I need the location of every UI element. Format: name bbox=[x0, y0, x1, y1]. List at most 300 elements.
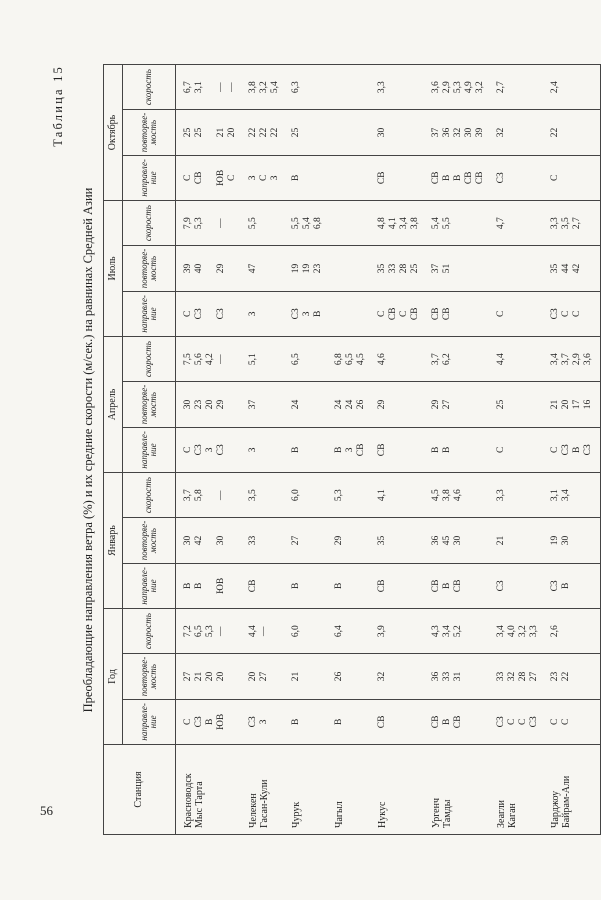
value-cell-frequency bbox=[284, 518, 327, 563]
value-line: СВ bbox=[377, 171, 387, 185]
station-name: Чурук bbox=[291, 801, 302, 828]
value-line: 3,3 bbox=[496, 489, 506, 502]
value-line: СВ bbox=[475, 171, 485, 185]
page-number: 56 bbox=[40, 803, 53, 818]
value-line: 5,5 bbox=[291, 217, 301, 230]
value-line: 45 bbox=[442, 535, 452, 546]
value-line: 36 bbox=[442, 127, 452, 138]
value-line: 3,7 bbox=[431, 353, 441, 366]
value-line: СЗ bbox=[496, 580, 506, 592]
value-cell-direction bbox=[327, 291, 370, 336]
value-line: СЗ bbox=[248, 716, 258, 728]
station-name: Нукус bbox=[377, 801, 388, 828]
value-cell-frequency bbox=[284, 382, 327, 427]
value-cell-frequency bbox=[327, 382, 370, 427]
value-line: 19 bbox=[291, 263, 301, 274]
value-cell-speed bbox=[176, 64, 242, 109]
value-cell-frequency bbox=[327, 110, 370, 155]
value-line: 6,0 bbox=[291, 489, 301, 502]
value-line: 19 bbox=[302, 263, 312, 274]
table-label-line bbox=[51, 65, 77, 835]
value-line: 3,8 bbox=[442, 489, 452, 502]
station-cell bbox=[241, 745, 284, 835]
value-line: З bbox=[270, 175, 280, 181]
value-cell-speed bbox=[424, 200, 489, 245]
station-cell bbox=[424, 745, 489, 835]
value-line: С bbox=[183, 310, 193, 317]
value-cell-speed bbox=[489, 64, 543, 109]
station-cell bbox=[370, 745, 424, 835]
value-cell-direction bbox=[284, 427, 327, 472]
value-line: С bbox=[550, 446, 560, 454]
value-line: 39 bbox=[183, 263, 193, 274]
value-line bbox=[205, 156, 216, 200]
value-line: В bbox=[431, 446, 441, 454]
value-cell-speed bbox=[241, 200, 284, 245]
value-cell-direction bbox=[543, 291, 601, 336]
table-row bbox=[424, 64, 489, 834]
value-line: 32 bbox=[507, 671, 517, 682]
value-line: 4,3 bbox=[431, 625, 441, 638]
value-line: З bbox=[248, 447, 258, 453]
value-line: 4,5 bbox=[356, 353, 366, 366]
value-line: 6,5 bbox=[291, 353, 301, 366]
value-cell-frequency bbox=[489, 654, 543, 699]
subcolumn-direction: направле-ние bbox=[123, 563, 176, 608]
value-line: З bbox=[205, 447, 215, 453]
table-caption: Преобладающие направления ветра (%) и их средние скорости (м/сек.) на равнинах Средней Азии bbox=[81, 187, 95, 713]
value-line bbox=[496, 246, 507, 290]
value-cell-speed bbox=[370, 64, 424, 109]
value-line: В bbox=[291, 582, 301, 590]
value-line: 16 bbox=[583, 399, 593, 410]
value-line: В bbox=[442, 446, 452, 454]
value-line bbox=[205, 110, 216, 154]
value-line: В bbox=[194, 582, 204, 590]
value-line: 4,1 bbox=[388, 217, 398, 230]
value-cell-direction bbox=[489, 155, 543, 200]
value-cell-frequency bbox=[370, 382, 424, 427]
value-cell-speed bbox=[241, 64, 284, 109]
value-line: 20 bbox=[248, 671, 258, 682]
value-line: 4,6 bbox=[453, 489, 463, 502]
value-line: 30 bbox=[216, 535, 226, 546]
value-line: 29 bbox=[216, 399, 226, 410]
value-line: 24 bbox=[291, 399, 301, 410]
value-cell-frequency bbox=[543, 382, 601, 427]
value-line: СВ bbox=[377, 443, 387, 457]
period-header: Июль bbox=[104, 200, 123, 336]
value-line: 5,3 bbox=[205, 625, 215, 638]
value-cell-frequency bbox=[424, 518, 489, 563]
value-line: 2,7 bbox=[496, 81, 506, 94]
value-line: 28 bbox=[399, 263, 409, 274]
value-cell-speed bbox=[241, 473, 284, 518]
value-line: 2,6 bbox=[550, 625, 560, 638]
value-line: 24 bbox=[345, 399, 355, 410]
value-line: 22 bbox=[259, 127, 269, 138]
value-line: С bbox=[496, 446, 506, 454]
value-line: 2,4 bbox=[550, 81, 560, 94]
value-cell-frequency bbox=[370, 654, 424, 699]
value-line: 21 bbox=[291, 671, 301, 682]
value-line: — bbox=[216, 354, 226, 364]
value-line: В bbox=[561, 582, 571, 590]
value-line: 3,5 bbox=[248, 489, 258, 502]
value-line: 4,5 bbox=[431, 489, 441, 502]
value-line bbox=[334, 201, 345, 245]
value-line: С bbox=[183, 446, 193, 454]
value-line: СВ bbox=[464, 171, 474, 185]
value-line: — bbox=[259, 626, 269, 636]
value-line: 19 bbox=[550, 535, 560, 546]
value-line: С bbox=[550, 718, 560, 726]
value-cell-speed bbox=[543, 200, 601, 245]
value-line: ЮВ bbox=[216, 577, 226, 594]
value-line: 33 bbox=[496, 671, 506, 682]
subcolumn-frequency: повторяе-мость bbox=[123, 518, 176, 563]
value-cell-speed bbox=[424, 336, 489, 381]
value-line: 22 bbox=[550, 127, 560, 138]
period-header: Год bbox=[104, 609, 123, 745]
value-line: 27 bbox=[291, 535, 301, 546]
table-row bbox=[284, 64, 327, 834]
value-line: 32 bbox=[453, 127, 463, 138]
table-row bbox=[176, 64, 242, 834]
value-line: СВ bbox=[377, 715, 387, 729]
value-line: З bbox=[259, 719, 269, 725]
station-header: Станция bbox=[104, 745, 176, 835]
value-line: — bbox=[216, 218, 226, 228]
value-cell-speed bbox=[489, 336, 543, 381]
value-line: 2,9 bbox=[442, 81, 452, 94]
value-line: 3,3 bbox=[529, 625, 539, 638]
value-line: 27 bbox=[529, 671, 539, 682]
value-cell-speed bbox=[327, 473, 370, 518]
value-line: 42 bbox=[194, 535, 204, 546]
value-line: 23 bbox=[313, 263, 323, 274]
value-line bbox=[205, 65, 216, 109]
value-cell-direction bbox=[176, 699, 242, 744]
value-cell-direction bbox=[370, 291, 424, 336]
value-cell-frequency bbox=[543, 246, 601, 291]
value-line: 3,3 bbox=[377, 81, 387, 94]
value-cell-direction bbox=[489, 291, 543, 336]
value-cell-direction bbox=[176, 291, 242, 336]
table-row bbox=[543, 64, 601, 834]
value-cell-direction bbox=[176, 427, 242, 472]
value-line: С bbox=[183, 718, 193, 726]
value-line: В bbox=[334, 718, 344, 726]
value-line: В bbox=[572, 446, 582, 454]
value-cell-frequency bbox=[424, 654, 489, 699]
value-line: 29 bbox=[216, 263, 226, 274]
value-cell-direction bbox=[241, 291, 284, 336]
value-line: СЗ bbox=[194, 308, 204, 320]
value-line bbox=[205, 564, 216, 608]
value-cell-speed bbox=[327, 64, 370, 109]
table-label: Таблица 15 bbox=[51, 65, 65, 147]
value-line: 32 bbox=[377, 671, 387, 682]
value-line bbox=[205, 201, 216, 245]
value-line: — bbox=[216, 490, 226, 500]
value-line: 28 bbox=[518, 671, 528, 682]
value-cell-speed bbox=[327, 336, 370, 381]
value-cell-direction bbox=[489, 699, 543, 744]
value-line: В bbox=[442, 718, 452, 726]
value-line: С bbox=[377, 310, 387, 317]
value-cell-speed bbox=[284, 336, 327, 381]
station-cell bbox=[543, 745, 601, 835]
value-cell-frequency bbox=[489, 110, 543, 155]
value-line: 5,5 bbox=[442, 217, 452, 230]
period-header: Октябрь bbox=[104, 64, 123, 200]
value-line: 44 bbox=[561, 263, 571, 274]
value-cell-speed bbox=[284, 64, 327, 109]
value-line: 5,4 bbox=[302, 217, 312, 230]
subcolumn-direction: направле-ние bbox=[123, 427, 176, 472]
value-line: С bbox=[518, 718, 528, 726]
value-line: В bbox=[334, 582, 344, 590]
rotated-table-block bbox=[51, 65, 593, 835]
value-cell-speed bbox=[424, 609, 489, 654]
value-line bbox=[205, 246, 216, 290]
value-cell-direction bbox=[176, 155, 242, 200]
value-cell-direction bbox=[489, 563, 543, 608]
value-cell-direction bbox=[327, 699, 370, 744]
value-line: З bbox=[248, 311, 258, 317]
value-line: СЗ bbox=[550, 580, 560, 592]
value-line: СВ bbox=[248, 579, 258, 593]
value-line: В bbox=[291, 446, 301, 454]
value-line: 29 bbox=[377, 399, 387, 410]
value-line: 20 bbox=[205, 671, 215, 682]
value-cell-direction bbox=[327, 427, 370, 472]
value-line: С bbox=[399, 310, 409, 317]
subcolumn-direction: направле-ние bbox=[123, 699, 176, 744]
value-cell-frequency bbox=[424, 110, 489, 155]
value-line: 3,8 bbox=[410, 217, 420, 230]
value-cell-frequency bbox=[327, 246, 370, 291]
subcolumn-speed: скорость bbox=[123, 336, 176, 381]
subcolumn-direction: направле-ние bbox=[123, 155, 176, 200]
subcolumn-speed: скорость bbox=[123, 473, 176, 518]
subcolumn-speed: скорость bbox=[123, 200, 176, 245]
value-line: С bbox=[183, 174, 193, 181]
value-line: 3,4 bbox=[561, 489, 571, 502]
value-cell-speed bbox=[370, 473, 424, 518]
value-line: СВ bbox=[410, 307, 420, 321]
value-line: 21 bbox=[216, 127, 226, 138]
value-line: В bbox=[183, 582, 193, 590]
value-line: 39 bbox=[475, 127, 485, 138]
value-cell-frequency bbox=[176, 382, 242, 427]
value-line: З bbox=[302, 311, 312, 317]
value-cell-frequency bbox=[424, 382, 489, 427]
value-cell-speed bbox=[284, 473, 327, 518]
value-line: СЗ bbox=[550, 308, 560, 320]
value-line: СВ bbox=[453, 579, 463, 593]
value-line: СВ bbox=[194, 171, 204, 185]
value-cell-direction bbox=[241, 427, 284, 472]
value-line: 35 bbox=[377, 535, 387, 546]
value-line: СЗ bbox=[216, 444, 226, 456]
value-line: 30 bbox=[453, 535, 463, 546]
subcolumn-frequency: повторяе-мость bbox=[123, 382, 176, 427]
value-line: В bbox=[291, 718, 301, 726]
value-cell-speed bbox=[543, 336, 601, 381]
value-line: 31 bbox=[453, 671, 463, 682]
value-cell-speed bbox=[284, 200, 327, 245]
value-line: 3,5 bbox=[561, 217, 571, 230]
station-name: Чарджоу bbox=[550, 790, 561, 828]
value-line: 30 bbox=[183, 535, 193, 546]
value-line: С bbox=[227, 174, 237, 181]
value-line: 25 bbox=[496, 399, 506, 410]
value-line: 7,2 bbox=[183, 625, 193, 638]
value-line: 5,1 bbox=[248, 353, 258, 366]
station-name: Ургенч bbox=[431, 798, 442, 828]
value-cell-direction bbox=[543, 155, 601, 200]
value-cell-frequency bbox=[489, 382, 543, 427]
value-line: СЗ bbox=[194, 716, 204, 728]
value-line: 4,4 bbox=[496, 353, 506, 366]
value-line: 3,1 bbox=[550, 489, 560, 502]
value-line: 22 bbox=[561, 671, 571, 682]
value-line: 29 bbox=[334, 535, 344, 546]
value-line: 4,7 bbox=[496, 217, 506, 230]
value-cell-direction bbox=[284, 563, 327, 608]
value-line: 6,5 bbox=[345, 353, 355, 366]
value-line: 3,1 bbox=[194, 81, 204, 94]
value-cell-frequency bbox=[241, 382, 284, 427]
value-cell-speed bbox=[176, 473, 242, 518]
value-line: 21 bbox=[550, 399, 560, 410]
value-cell-frequency bbox=[284, 654, 327, 699]
value-line: 22 bbox=[270, 127, 280, 138]
value-cell-direction bbox=[241, 699, 284, 744]
value-line: 25 bbox=[410, 263, 420, 274]
station-name: Челекен bbox=[248, 793, 259, 828]
value-cell-frequency bbox=[370, 110, 424, 155]
value-line: С bbox=[507, 718, 517, 726]
value-line bbox=[334, 65, 345, 109]
value-line bbox=[334, 292, 345, 336]
value-line: 5,6 bbox=[194, 353, 204, 366]
value-cell-direction bbox=[370, 427, 424, 472]
value-line: 7,9 bbox=[183, 217, 193, 230]
value-line: — bbox=[227, 82, 237, 92]
value-cell-speed bbox=[241, 609, 284, 654]
station-name: Байрам-Али bbox=[561, 775, 572, 828]
value-line: 4,4 bbox=[248, 625, 258, 638]
subcolumn-direction: направле-ние bbox=[123, 291, 176, 336]
value-cell-direction bbox=[424, 291, 489, 336]
value-cell-frequency bbox=[489, 518, 543, 563]
table-row bbox=[370, 64, 424, 834]
value-line: 51 bbox=[442, 263, 452, 274]
value-line: 4,8 bbox=[377, 217, 387, 230]
value-cell-direction bbox=[176, 563, 242, 608]
value-line bbox=[334, 156, 345, 200]
value-line: 3,7 bbox=[183, 489, 193, 502]
value-line: 2,9 bbox=[572, 353, 582, 366]
value-line: 33 bbox=[248, 535, 258, 546]
value-line: 30 bbox=[464, 127, 474, 138]
value-line: С bbox=[259, 174, 269, 181]
value-line: З bbox=[345, 447, 355, 453]
value-cell-frequency bbox=[370, 518, 424, 563]
value-cell-speed bbox=[176, 609, 242, 654]
value-line: СВ bbox=[453, 715, 463, 729]
value-line: СВ bbox=[431, 307, 441, 321]
value-cell-direction bbox=[370, 563, 424, 608]
value-cell-direction bbox=[489, 427, 543, 472]
value-line: В bbox=[453, 174, 463, 181]
station-name: Чагыл bbox=[334, 801, 345, 828]
value-cell-frequency bbox=[284, 246, 327, 291]
value-line: 4,9 bbox=[464, 81, 474, 94]
value-cell-frequency bbox=[543, 110, 601, 155]
value-line: С bbox=[572, 310, 582, 317]
wind-table bbox=[103, 64, 601, 835]
table-row bbox=[241, 64, 284, 834]
value-cell-frequency bbox=[176, 246, 242, 291]
value-line: 3,9 bbox=[377, 625, 387, 638]
value-line: 3,8 bbox=[248, 81, 258, 94]
value-line: 27 bbox=[442, 399, 452, 410]
value-line: 6,8 bbox=[313, 217, 323, 230]
value-cell-frequency bbox=[176, 518, 242, 563]
value-line: 30 bbox=[183, 399, 193, 410]
value-line: 17 bbox=[572, 399, 582, 410]
value-line: 6,0 bbox=[291, 625, 301, 638]
value-line bbox=[561, 609, 572, 653]
table-body bbox=[176, 64, 601, 834]
value-line bbox=[334, 246, 345, 290]
value-line: 5,4 bbox=[270, 81, 280, 94]
value-cell-direction bbox=[370, 155, 424, 200]
period-header: Январь bbox=[104, 473, 123, 609]
value-line: 37 bbox=[431, 127, 441, 138]
value-cell-speed bbox=[543, 609, 601, 654]
value-line: ЮВ bbox=[216, 169, 226, 186]
value-line: 23 bbox=[194, 399, 204, 410]
value-line: 3,3 bbox=[550, 217, 560, 230]
value-line: 3,2 bbox=[518, 625, 528, 638]
value-line: 29 bbox=[431, 399, 441, 410]
value-cell-speed bbox=[370, 336, 424, 381]
value-line: 20 bbox=[561, 399, 571, 410]
value-line: 4,6 bbox=[377, 353, 387, 366]
value-cell-frequency bbox=[489, 246, 543, 291]
value-line: СЗ bbox=[291, 308, 301, 320]
value-cell-speed bbox=[176, 200, 242, 245]
value-cell-direction bbox=[284, 699, 327, 744]
value-line: 27 bbox=[183, 671, 193, 682]
value-line: СВ bbox=[442, 307, 452, 321]
station-name: Тамды bbox=[442, 799, 453, 828]
value-line: — bbox=[216, 626, 226, 636]
value-cell-direction bbox=[284, 155, 327, 200]
value-cell-direction bbox=[370, 699, 424, 744]
value-cell-direction bbox=[543, 427, 601, 472]
value-cell-frequency bbox=[370, 246, 424, 291]
value-line: 3,4 bbox=[550, 353, 560, 366]
value-line: 30 bbox=[377, 127, 387, 138]
value-line: 42 bbox=[572, 263, 582, 274]
value-cell-frequency bbox=[176, 110, 242, 155]
